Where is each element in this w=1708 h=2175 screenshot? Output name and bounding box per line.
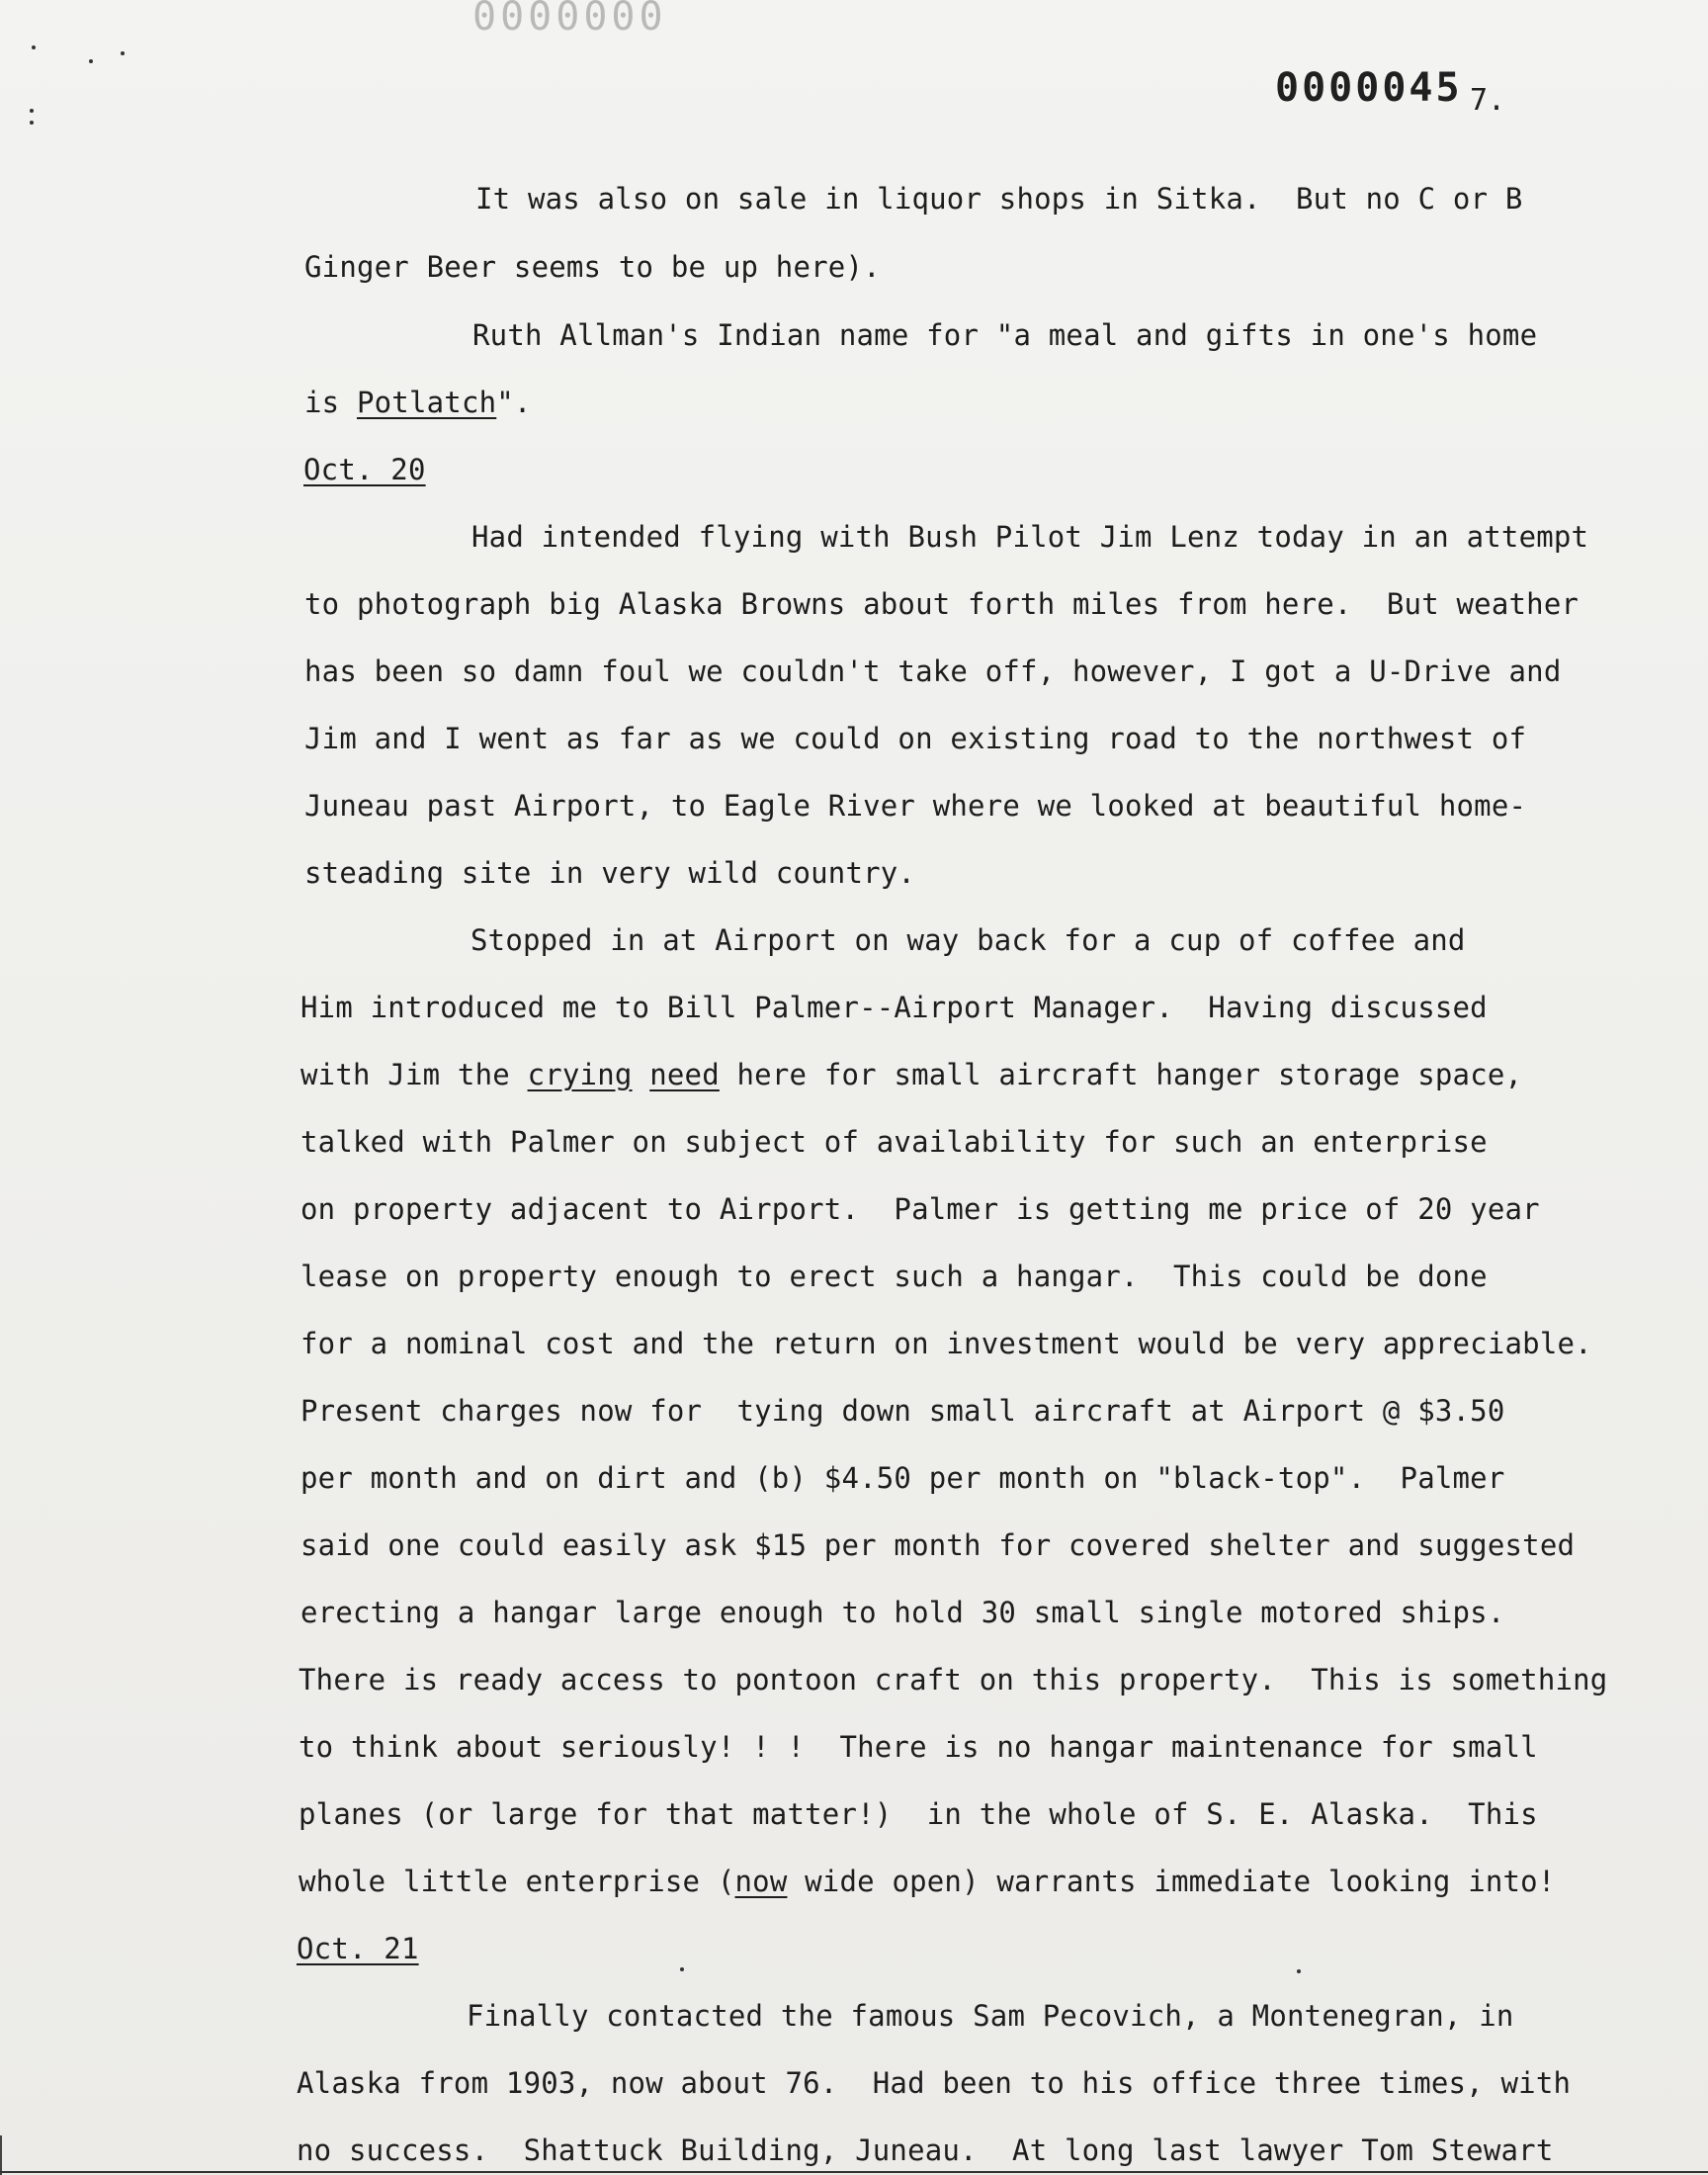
text-fragment: wide open) warrants immediate looking into!	[787, 1865, 1556, 1898]
ink-speck	[680, 1967, 684, 1971]
date-heading: Oct. 20	[303, 453, 426, 486]
text-line	[300, 1058, 1522, 1091]
text-line: Jim and I went as far as we could on existing road to the northwest of	[304, 722, 1527, 755]
date-heading: Oct. 21	[297, 1932, 419, 1965]
text-line	[299, 1865, 1556, 1898]
underlined-word: now	[734, 1865, 788, 1898]
text-line: steading site in very wild country.	[304, 856, 916, 890]
text-line: no success. Shattuck Building, Juneau. At long last lawyer Tom Stewart	[297, 2133, 1554, 2167]
ink-speck	[1297, 1969, 1301, 1973]
text-line: for a nominal cost and the return on investment would be very appreciable.	[300, 1327, 1592, 1360]
text-line: to think about seriously! ! ! There is no hangar maintenance for small	[299, 1730, 1538, 1764]
text-line: Alaska from 1903, now about 76. Had been to his office three times, with	[297, 2066, 1572, 2100]
text-line: Ruth Allman's Indian name for "a meal and gifts in one's home	[472, 318, 1538, 352]
text-line: per month and on dirt and (b) $4.50 per month on "black-top". Palmer	[300, 1461, 1505, 1495]
underlined-word: need	[649, 1058, 720, 1091]
text-fragment	[633, 1058, 650, 1091]
text-line: Stopped in at Airport on way back for a cup of coffee and	[470, 923, 1466, 957]
underlined-word: Potlatch	[356, 386, 497, 419]
text-line: has been so damn foul we couldn't take off, however, I got a U-Drive and	[304, 654, 1562, 688]
scan-bottom-edge	[0, 2171, 1708, 2173]
text-line: It was also on sale in liquor shops in Sitka. But no C or B	[475, 182, 1523, 216]
text-line: There is ready access to pontoon craft on this property. This is something	[299, 1663, 1608, 1696]
text-line: on property adjacent to Airport. Palmer is getting me price of 20 year	[300, 1192, 1540, 1226]
page-number-suffix: 7.	[1470, 83, 1506, 118]
faded-stamp-number: 0000000	[472, 0, 667, 40]
text-fragment: here for small aircraft hanger storage space,	[719, 1058, 1523, 1091]
text-line	[304, 386, 532, 419]
text-line: talked with Palmer on subject of availability for such an enterprise	[300, 1125, 1488, 1159]
scan-edge-line	[0, 2135, 2, 2175]
text-line: Ginger Beer seems to be up here).	[304, 250, 881, 284]
text-line: erecting a hangar large enough to hold 30 small single motored ships.	[300, 1596, 1505, 1629]
text-line: Had intended flying with Bush Pilot Jim Lenz today in an attempt	[471, 520, 1589, 554]
text-line: planes (or large for that matter!) in the whole of S. E. Alaska. This	[299, 1797, 1538, 1831]
underlined-word: crying	[527, 1058, 633, 1091]
text-fragment: whole little enterprise (	[299, 1865, 735, 1898]
text-line: to photograph big Alaska Browns about forth miles from here. But weather	[304, 587, 1580, 621]
text-fragment: ".	[496, 386, 532, 419]
text-fragment: is	[304, 386, 357, 419]
document-number: 0000045	[1275, 65, 1463, 111]
text-line: Finally contacted the famous Sam Pecovich, a Montenegran, in	[467, 1999, 1514, 2033]
text-line: Him introduced me to Bill Palmer--Airport Manager. Having discussed	[300, 991, 1488, 1024]
text-line: lease on property enough to erect such a hangar. This could be done	[300, 1260, 1488, 1293]
text-line: Present charges now for tying down small aircraft at Airport @ $3.50	[300, 1394, 1505, 1428]
text-fragment: with Jim the	[300, 1058, 528, 1091]
text-line: Juneau past Airport, to Eagle River where we looked at beautiful home-	[304, 789, 1527, 823]
text-line: said one could easily ask $15 per month for covered shelter and suggested	[300, 1528, 1576, 1562]
